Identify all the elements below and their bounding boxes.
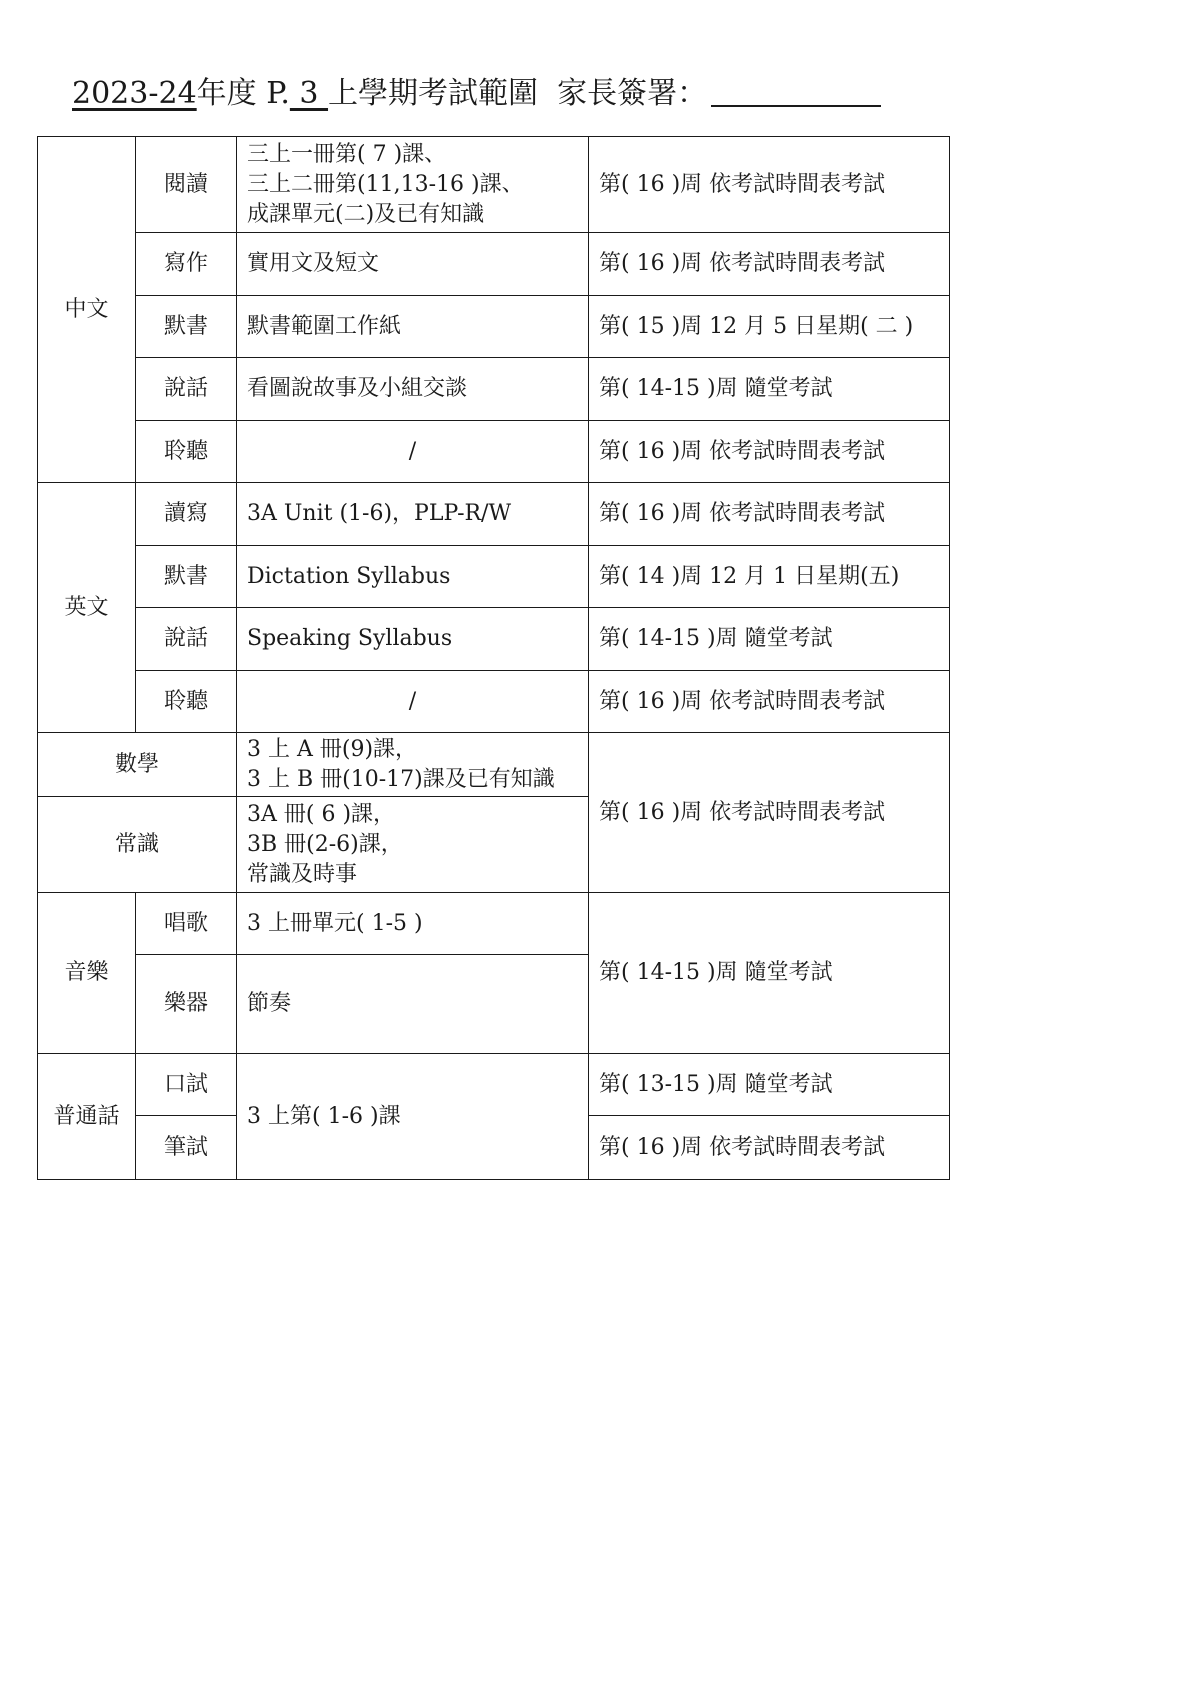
school-year: 2023-24 xyxy=(72,76,197,111)
content-line: 3 上 A 冊(9)課， xyxy=(247,736,418,762)
table-row xyxy=(38,893,950,955)
content-cell: 3A Unit (1-6)，PLP-R/W xyxy=(237,483,589,546)
table-row xyxy=(38,421,950,483)
component-reading: 閱讀 xyxy=(136,137,237,233)
subject-putonghua: 普通話 xyxy=(38,1054,136,1180)
table-row xyxy=(38,546,950,608)
subject-english: 英文 xyxy=(38,483,136,733)
schedule-cell: 第( 16 )周 依考試時間表考試 xyxy=(589,671,950,733)
table-row xyxy=(38,733,950,797)
schedule-cell: 第( 16 )周 依考試時間表考試 xyxy=(589,137,950,233)
table-row xyxy=(38,608,950,671)
year-suffix: 年度 P. xyxy=(196,76,290,111)
component-listening: 聆聽 xyxy=(136,671,237,733)
content-cell: 3 上第( 1-6 )課 xyxy=(237,1054,589,1180)
content-line: 3 上 B 冊(10-17)課及已有知識 xyxy=(247,766,555,792)
component-dictation: 默書 xyxy=(136,296,237,358)
table-row xyxy=(38,233,950,296)
page-title xyxy=(72,74,881,114)
content-cell: / xyxy=(237,421,589,483)
subject-general-studies: 常識 xyxy=(38,797,237,893)
content-line: 常識及時事 xyxy=(247,861,358,887)
component-reading-writing: 讀寫 xyxy=(136,483,237,546)
exam-title: 上學期考試範圍 xyxy=(328,76,539,111)
content-line: 3A 冊( 6 )課， xyxy=(247,801,396,827)
table-row xyxy=(38,358,950,421)
table-row xyxy=(38,483,950,546)
signature-label: 家長簽署： xyxy=(557,76,708,111)
table-row xyxy=(38,1054,950,1116)
table-row xyxy=(38,296,950,358)
schedule-cell: 第( 15 )周 12 月 5 日星期( 二 ) xyxy=(589,296,950,358)
schedule-cell: 第( 16 )周 依考試時間表考試 xyxy=(589,1116,950,1180)
schedule-cell: 第( 14-15 )周 隨堂考試 xyxy=(589,358,950,421)
content-line: 3B 冊(2-6)課， xyxy=(247,831,403,857)
schedule-cell: 第( 13-15 )周 隨堂考試 xyxy=(589,1054,950,1116)
component-instrument: 樂器 xyxy=(136,955,237,1054)
component-writing: 寫作 xyxy=(136,233,237,296)
subject-chinese: 中文 xyxy=(38,137,136,483)
component-listening: 聆聽 xyxy=(136,421,237,483)
schedule-cell: 第( 16 )周 依考試時間表考試 xyxy=(589,733,950,893)
signature-line xyxy=(711,77,881,107)
content-cell: Dictation Syllabus xyxy=(237,546,589,608)
component-dictation: 默書 xyxy=(136,546,237,608)
component-oral: 口試 xyxy=(136,1054,237,1116)
content-cell xyxy=(237,137,589,233)
subject-math: 數學 xyxy=(38,733,237,797)
component-singing: 唱歌 xyxy=(136,893,237,955)
content-cell xyxy=(237,733,589,797)
table-row xyxy=(38,671,950,733)
content-cell: 3 上冊單元( 1-5 ) xyxy=(237,893,589,955)
component-speaking: 說話 xyxy=(136,608,237,671)
content-cell: 看圖說故事及小組交談 xyxy=(237,358,589,421)
subject-music: 音樂 xyxy=(38,893,136,1054)
exam-syllabus-table xyxy=(37,136,950,1180)
content-line: 成課單元(二)及已有知識 xyxy=(247,201,485,227)
table-row xyxy=(38,137,950,233)
schedule-cell: 第( 16 )周 依考試時間表考試 xyxy=(589,483,950,546)
schedule-cell: 第( 16 )周 依考試時間表考試 xyxy=(589,233,950,296)
content-line: 三上一冊第( 7 )課、 xyxy=(247,141,447,167)
component-speaking: 說話 xyxy=(136,358,237,421)
content-cell: Speaking Syllabus xyxy=(237,608,589,671)
schedule-cell: 第( 14-15 )周 隨堂考試 xyxy=(589,608,950,671)
schedule-cell: 第( 16 )周 依考試時間表考試 xyxy=(589,421,950,483)
component-written: 筆試 xyxy=(136,1116,237,1180)
schedule-cell: 第( 14 )周 12 月 1 日星期(五) xyxy=(589,546,950,608)
schedule-cell: 第( 14-15 )周 隨堂考試 xyxy=(589,893,950,1054)
content-cell: 默書範圍工作紙 xyxy=(237,296,589,358)
content-cell xyxy=(237,797,589,893)
content-cell: / xyxy=(237,671,589,733)
content-line: 三上二冊第(11,13-16 )課、 xyxy=(247,171,524,197)
content-cell: 實用文及短文 xyxy=(237,233,589,296)
grade: 3 xyxy=(289,76,329,111)
content-cell: 節奏 xyxy=(237,955,589,1054)
